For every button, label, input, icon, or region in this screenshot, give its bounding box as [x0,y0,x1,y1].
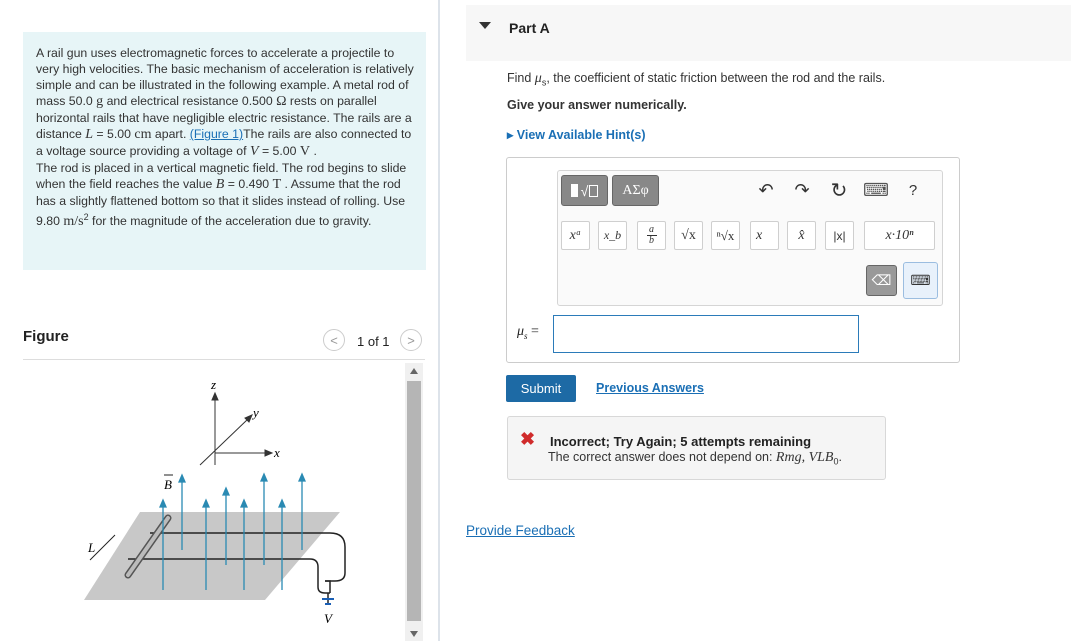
problem-paragraph-2: The rod is placed in a vertical magnetic field. The rod begins to slide when the field reaches the value B = 0.490 T . Assume that the rod has a slightly flattened bottom so that it slides instead of rolling. Use 9.80 $m/s^2$ for the magnitude of the acceleration due to gravity. [36,161,407,230]
figure-divider [23,359,425,360]
keyboard-toggle-icon: ⌨ [910,272,931,288]
previous-answers-link[interactable]: Previous Answers [596,381,704,395]
next-figure-button[interactable]: > [400,329,422,351]
column-divider [438,0,440,641]
figure-label: Figure [23,328,69,345]
scroll-up-icon[interactable] [409,367,419,375]
templates-button[interactable] [561,175,608,206]
answer-label: $\mu_s$ = [517,324,539,341]
sqrt-template-icon: √ [580,182,589,199]
superscript-button[interactable]: xᵃ [561,221,590,250]
submit-button[interactable]: Submit [506,375,576,402]
axis-z-label: z [211,377,217,392]
keyboard-icon[interactable]: ⌨ [863,179,889,200]
vector-button[interactable]: x⃗ [750,221,779,250]
axis-y-label: y [253,405,259,420]
view-hints-link[interactable]: ▸ View Available Hint(s) [507,128,646,142]
collapse-caret-icon[interactable] [479,22,491,29]
fraction-button[interactable]: a b [637,221,666,250]
greek-symbols-button[interactable]: ΑΣφ [612,175,659,206]
sqrt-button[interactable]: √x [674,221,703,250]
rail-gun-figure [60,375,380,641]
scientific-notation-button[interactable]: x·10ⁿ [864,221,935,250]
answer-input[interactable] [553,315,859,353]
undo-icon[interactable]: ↶ [758,179,774,200]
problem-statement [23,32,426,270]
delete-button[interactable]: ⌫ [866,265,897,296]
y-axis [200,419,248,465]
abs-value-button[interactable]: |x| [825,221,854,250]
question-text: Find $\mu_s$, the coefficient of static friction between the rod and the rails. [507,71,886,88]
axis-x-label: x [274,445,280,460]
axes [200,393,272,465]
nth-root-button[interactable]: ⁿ√x [711,221,740,250]
unit-vector-button[interactable]: x̂ [787,221,816,250]
figure-scroll-thumb[interactable] [407,381,421,621]
problem-paragraph-1: A rail gun uses electromagnetic forces to accelerate a projectile to very high velocities. The basic mechanism of acceleration is relatively simple and can be illustrated in the following example. A metal rod of mass 50.0 g and electrical resistance 0.500 Ω rests on parallel horizontal rails that have negligible electric resistance. The rails are a distance L = 5.00 cm apart. (Figure 1)The rails are also connected to a voltage source providing a voltage of V = 5.00 V . [36,46,414,159]
help-button[interactable]: ? [908,181,918,199]
feedback-title: Incorrect; Try Again; 5 attempts remaining [550,434,812,449]
keyboard-toggle-button[interactable] [903,262,938,299]
error-icon: ✖ [520,429,536,449]
reset-icon[interactable]: ↻ [830,179,848,202]
subscript-button[interactable]: x_b [598,221,627,250]
provide-feedback-link[interactable]: Provide Feedback [466,523,575,538]
feedback-detail: The correct answer does not depend on: Rmg, $VLB_0$. [548,450,842,467]
figure-1-link[interactable]: (Figure 1) [189,127,244,141]
voltage-label: V [324,611,332,626]
b-label: B [164,477,172,492]
part-title[interactable]: Part A [509,20,550,36]
prev-figure-button[interactable]: < [323,329,345,351]
l-label: L [88,540,96,555]
instruction-text: Give your answer numerically. [507,98,687,112]
scroll-down-icon[interactable] [409,630,419,638]
part-header[interactable] [466,5,1071,61]
redo-icon[interactable]: ↷ [794,179,810,200]
figure-pager: 1 of 1 [357,334,390,349]
